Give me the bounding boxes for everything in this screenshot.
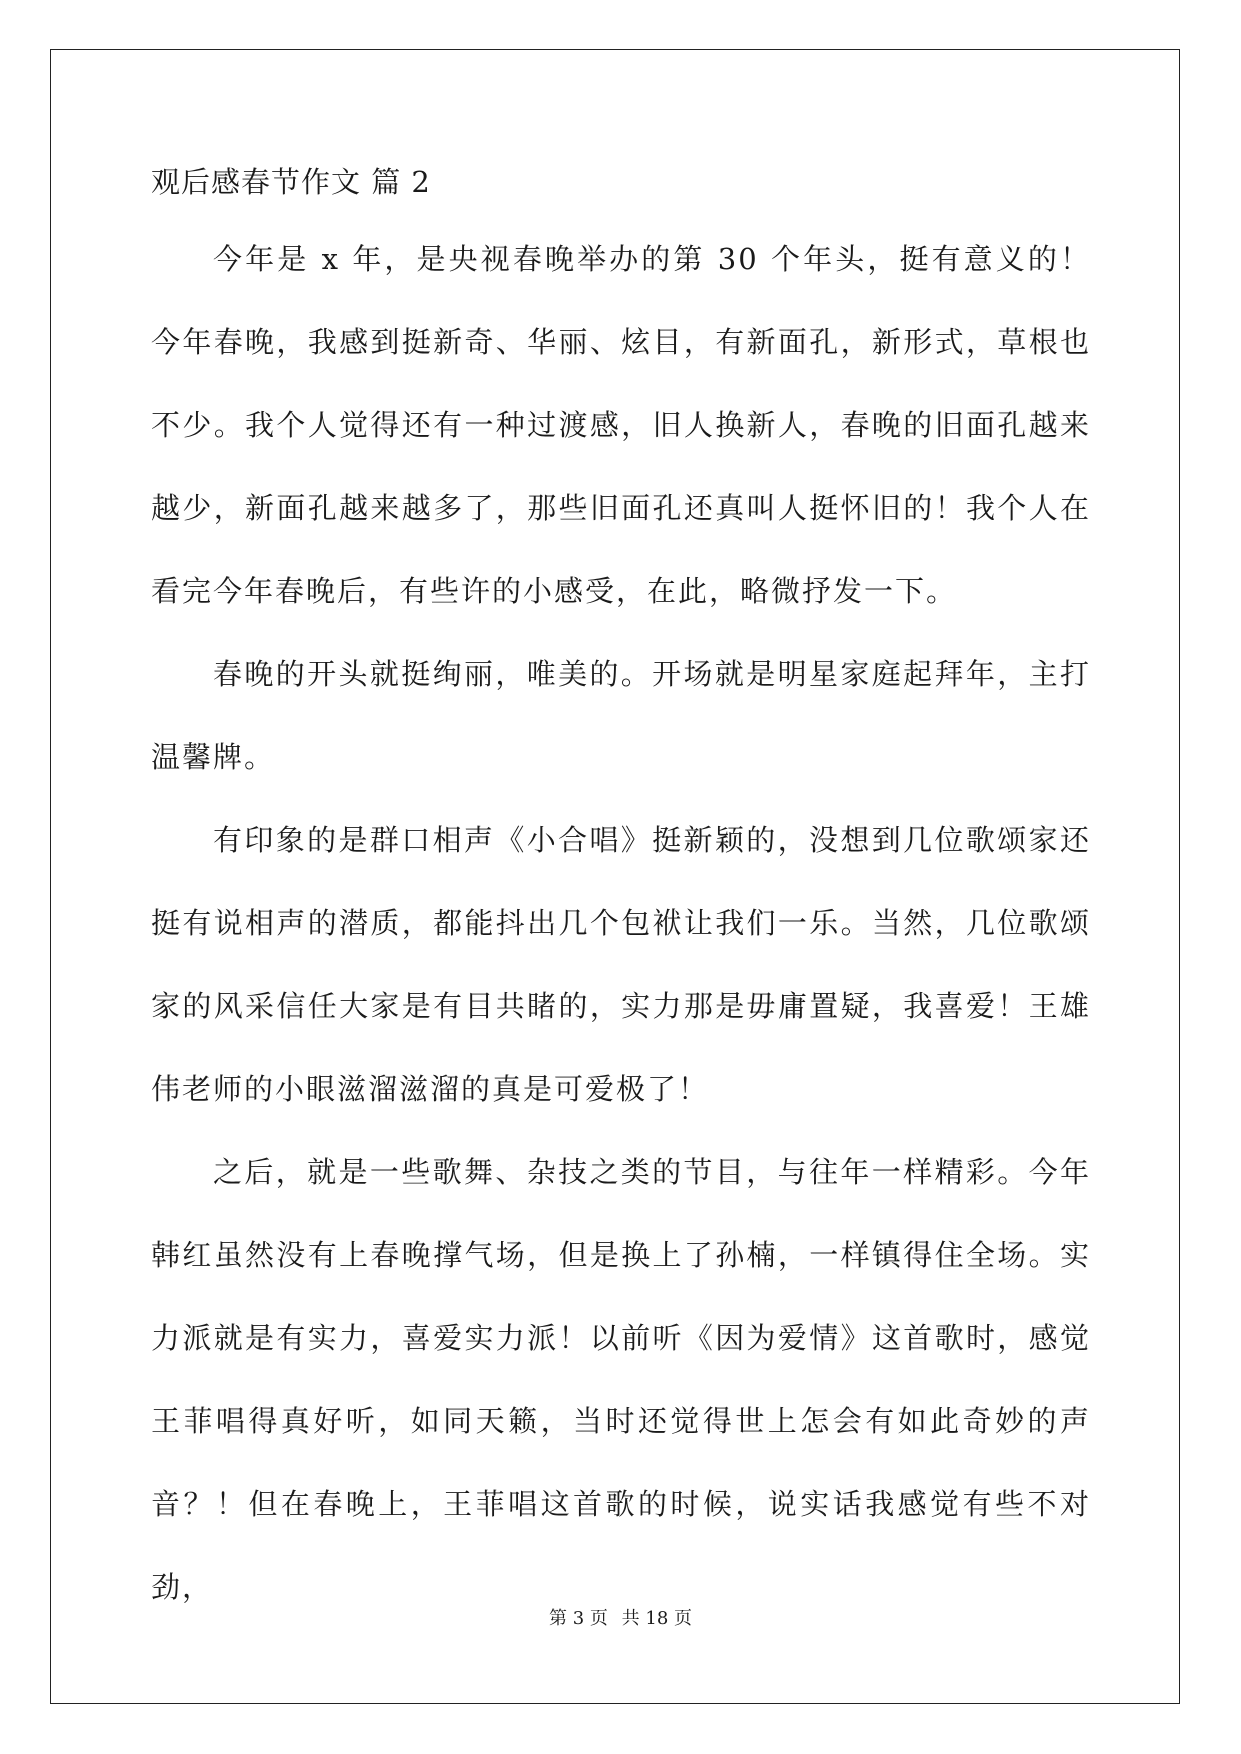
page-total: 共 18 页	[621, 1608, 692, 1629]
page-footer	[0, 1610, 1241, 1628]
page-number: 第 3 页	[549, 1608, 608, 1629]
document-title: 观后感春节作文 篇 2	[151, 165, 431, 199]
paragraph: 今年是 x 年，是央视春晚举办的第 30 个年头，挺有意义的！今年春晚，我感到挺新奇、华丽、炫目，有新面孔，新形式，草根也不少。我个人觉得还有一种过渡感，旧人换新人，春晚的旧面孔越来越少，新面孔越来越多了，那些旧面孔还真叫人挺怀旧的！我个人在看完今年春晚后，有些许的小感受，在此，略微抒发一下。	[151, 242, 1091, 608]
paragraph: 春晚的开头就挺绚丽，唯美的。开场就是明星家庭起拜年，主打温馨牌。	[151, 657, 1091, 774]
paragraph: 有印象的是群口相声《小合唱》挺新颖的，没想到几位歌颂家还挺有说相声的潜质，都能抖出几个包袱让我们一乐。当然，几位歌颂家的风采信任大家是有目共睹的，实力那是毋庸置疑，我喜爱！王雄伟老师的小眼滋溜滋溜的真是可爱极了！	[151, 823, 1091, 1106]
document-body	[151, 218, 1091, 1629]
paragraph: 之后，就是一些歌舞、杂技之类的节目，与往年一样精彩。今年韩红虽然没有上春晚撑气场，但是换上了孙楠，一样镇得住全场。实力派就是有实力，喜爱实力派！以前听《因为爱情》这首歌时，感觉王菲唱得真好听，如同天籁，当时还觉得世上怎会有如此奇妙的声音？！但在春晚上，王菲唱这首歌的时候，说实话我感觉有些不对劲，	[151, 1155, 1091, 1604]
